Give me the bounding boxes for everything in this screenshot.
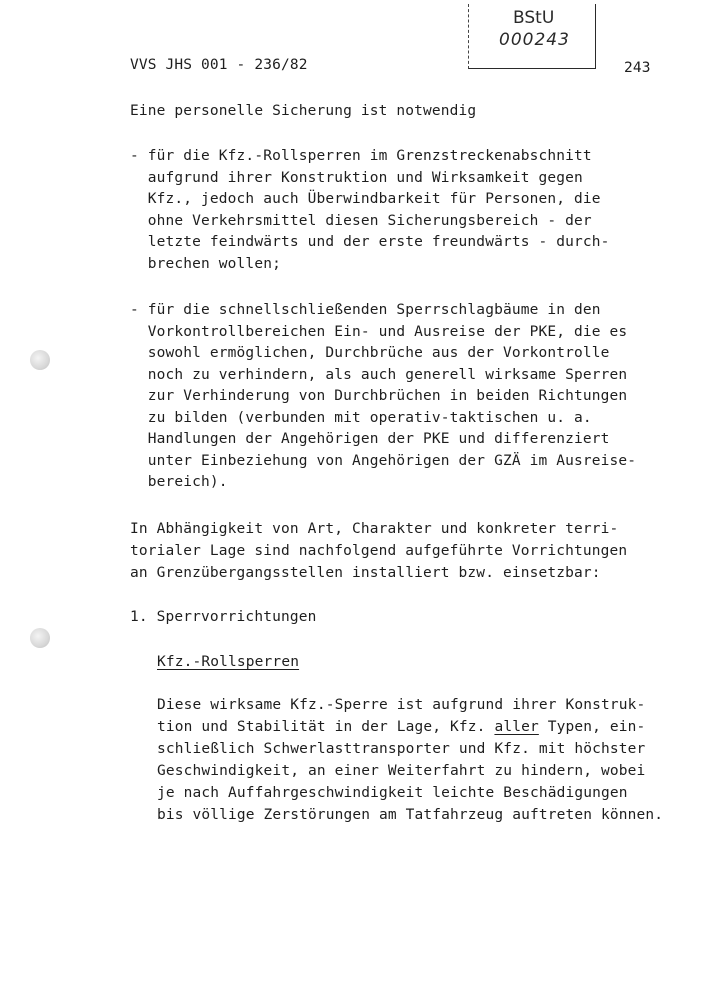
bullet1-line: Kfz., jedoch auch Überwindbarkeit für Personen, die <box>130 191 601 207</box>
bullet2-line: noch zu verhindern, als auch generell wirksame Sperren <box>130 366 628 383</box>
page-number: 243 <box>624 60 651 76</box>
document-reference: VVS JHS 001 - 236/82 <box>130 57 308 73</box>
bullet1-line: brechen wollen; <box>130 255 281 272</box>
bullet1-line: ohne Verkehrsmittel diesen Sicherungsbereich - der <box>130 212 592 229</box>
body-line: je nach Auffahrgeschwindigkeit leichte Beschädigungen <box>157 785 628 801</box>
bullet1-line: aufgrund ihrer Konstruktion und Wirksamkeit gegen <box>130 169 583 186</box>
body-text-run: tion und Stabilität in der Lage, Kfz. <box>157 719 495 735</box>
stamp-number: 000243 <box>499 30 570 50</box>
body-line: Diese wirksame Kfz.-Sperre ist aufgrund ihrer Konstruk- <box>157 697 646 713</box>
subheading: Kfz.-Rollsperren <box>157 654 300 670</box>
body-line <box>157 717 645 739</box>
paragraph-line: torialer Lage sind nachfolgend aufgeführte Vorrichtungen <box>130 543 628 559</box>
bullet2-line: zu bilden (verbunden mit operativ-taktischen u. a. <box>130 409 592 426</box>
bullet2-line: zur Verhinderung von Durchbrüchen in beiden Richtungen <box>130 388 628 404</box>
body-text-run: Typen, ein- <box>538 719 646 735</box>
archive-stamp <box>468 4 596 69</box>
underlined-word: aller <box>494 719 539 735</box>
stamp-label: BStU <box>513 8 555 28</box>
punch-hole <box>30 350 50 370</box>
paragraph-line: In Abhängigkeit von Art, Charakter und konkreter terri- <box>130 521 619 537</box>
bullet2-line: bereich). <box>130 474 228 490</box>
bullet2-line: Handlungen der Angehörigen der PKE und differenziert <box>130 431 610 447</box>
body-line: Geschwindigkeit, an einer Weiterfahrt zu hindern, wobei <box>157 763 646 779</box>
bullet2-line: unter Einbeziehung von Angehörigen der GZÄ im Ausreise- <box>130 452 637 469</box>
section-heading: 1. Sperrvorrichtungen <box>130 609 317 625</box>
body-line: schließlich Schwerlasttransporter und Kfz. mit höchster <box>157 741 646 757</box>
intro-line: Eine personelle Sicherung ist notwendig <box>130 103 477 119</box>
bullet2-line: Vorkontrollbereichen Ein- und Ausreise der PKE, die es <box>130 323 628 340</box>
bullet2-line: sowohl ermöglichen, Durchbrüche aus der Vorkontrolle <box>130 345 610 361</box>
bullet1-line: - für die Kfz.-Rollsperren im Grenzstreckenabschnitt <box>130 148 592 164</box>
punch-hole <box>30 628 50 648</box>
paragraph-line: an Grenzübergangsstellen installiert bzw. einsetzbar: <box>130 565 601 581</box>
bullet2-line: - für die schnellschließenden Sperrschlagbäume in den <box>130 302 601 318</box>
bullet1-line: letzte feindwärts und der erste freundwärts - durch- <box>130 234 610 250</box>
body-line: bis völlige Zerstörungen am Tatfahrzeug auftreten können. <box>157 807 664 823</box>
